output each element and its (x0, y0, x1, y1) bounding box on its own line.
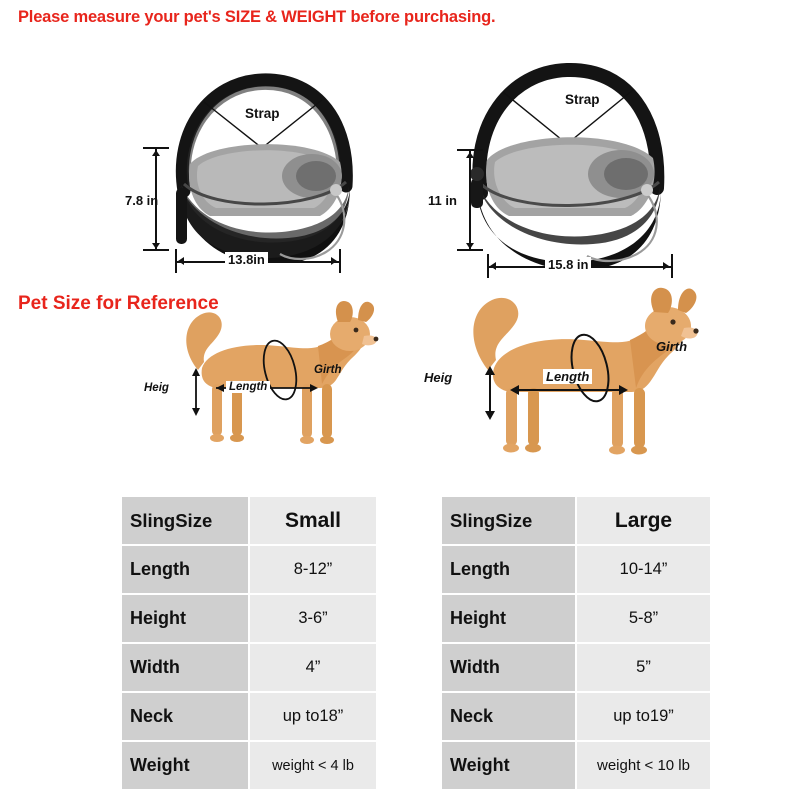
small-bag-width-arrow-right (331, 257, 337, 265)
table-row (121, 496, 377, 545)
table-row (121, 545, 377, 594)
table-cell-value: 5” (576, 643, 711, 692)
small-size-table (120, 495, 378, 791)
small-bag-height-label: 7.8 in (125, 193, 159, 208)
table-cell-value: 4” (249, 643, 377, 692)
table-cell-key: Neck (121, 692, 249, 741)
table-cell-key: SlingSize (441, 496, 576, 545)
small-dog-length-label: Length (226, 381, 270, 393)
section-title-pet-size: Pet Size for Reference (18, 293, 219, 314)
large-bag-width-tick-right (671, 254, 673, 278)
table-cell-key: Height (441, 594, 576, 643)
table-row (121, 741, 377, 790)
table-row (441, 643, 711, 692)
large-bag-width-tick-left (487, 254, 489, 278)
small-bag-width-tick-right (339, 249, 341, 273)
table-cell-key: Neck (441, 692, 576, 741)
table-cell-value: weight < 4 lb (249, 741, 377, 790)
table-cell-key: Weight (121, 741, 249, 790)
large-dog-length-label: Length (543, 369, 592, 384)
table-row (441, 741, 711, 790)
table-cell-value: 8-12” (249, 545, 377, 594)
table-row (121, 594, 377, 643)
small-bag-height-tick-bottom (143, 249, 169, 251)
table-cell-value: Large (576, 496, 711, 545)
large-bag-width-label: 15.8 in (545, 257, 591, 272)
small-bag-strap-label: Strap (245, 106, 280, 121)
table-row (121, 643, 377, 692)
table-row (441, 545, 711, 594)
table-cell-value: weight < 10 lb (576, 741, 711, 790)
table-cell-value: up to19” (576, 692, 711, 741)
table-row (441, 594, 711, 643)
table-cell-key: Length (441, 545, 576, 594)
table-cell-key: Width (441, 643, 576, 692)
large-dog-height-label: Heig (424, 370, 453, 385)
large-bag-height-arrow-up (466, 152, 474, 158)
table-cell-key: Height (121, 594, 249, 643)
small-dog-girth-label: Girth (314, 364, 342, 376)
table-row (441, 496, 711, 545)
table-cell-key: Length (121, 545, 249, 594)
table-cell-value: up to18” (249, 692, 377, 741)
small-bag-height-arrow-up (152, 150, 160, 156)
large-bag-height-line (469, 150, 471, 250)
small-bag-width-tick-left (175, 249, 177, 273)
table-row (441, 692, 711, 741)
large-bag-width-arrow-right (663, 262, 669, 270)
table-cell-value: 3-6” (249, 594, 377, 643)
table-row (121, 692, 377, 741)
large-bag-width-arrow-left (490, 262, 496, 270)
small-bag-height-tick-top (143, 147, 169, 149)
small-bag-height-arrow-down (152, 243, 160, 249)
page-title: Please measure your pet's SIZE & WEIGHT before purchasing. (18, 8, 496, 26)
table-cell-key: Width (121, 643, 249, 692)
large-bag-height-label: 11 in (428, 193, 457, 208)
small-bag-width-label: 13.8in (225, 252, 268, 267)
large-sling-bag-illustration (445, 28, 695, 268)
large-dog-girth-label: Girth (656, 339, 688, 354)
table-cell-value: 5-8” (576, 594, 711, 643)
large-bag-strap-label: Strap (565, 92, 600, 107)
table-cell-key: Weight (441, 741, 576, 790)
large-bag-height-tick-bottom (457, 249, 483, 251)
large-sling-bag (445, 28, 695, 268)
table-cell-key: SlingSize (121, 496, 249, 545)
small-bag-width-arrow-left (178, 257, 184, 265)
small-dog-height-label: Heig (144, 382, 169, 394)
large-bag-height-arrow-down (466, 243, 474, 249)
small-sling-bag-illustration (150, 36, 380, 261)
table-cell-value: Small (249, 496, 377, 545)
small-sling-bag (150, 36, 380, 261)
table-cell-value: 10-14” (576, 545, 711, 594)
large-size-table (440, 495, 712, 791)
large-bag-height-tick-top (457, 149, 483, 151)
